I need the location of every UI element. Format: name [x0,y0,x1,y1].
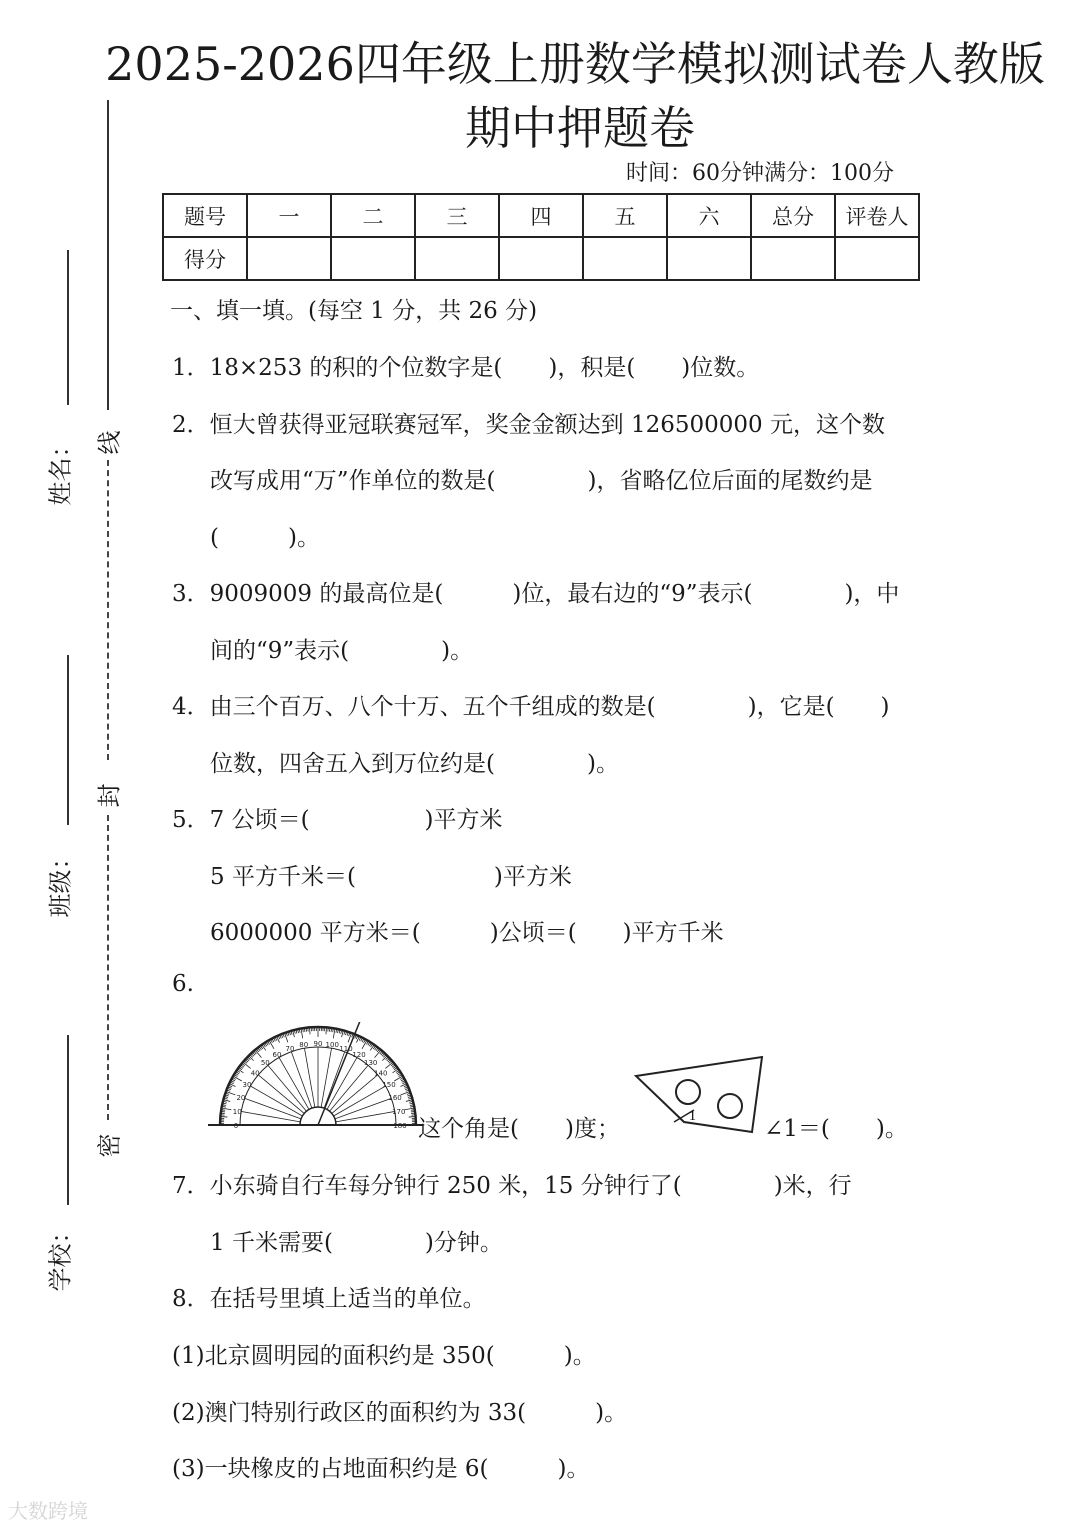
score-input-cell[interactable] [583,237,667,280]
protractor-radial-line [245,1098,301,1119]
set-square-hole [718,1094,742,1118]
page-subtitle: 期中押题卷 [465,101,695,155]
score-table-cell: 三 [415,194,499,237]
protractor-tick-label: 130 [364,1059,378,1068]
binding-secret-char: 密 [95,1133,124,1158]
score-input-cell[interactable] [667,237,751,280]
protractor-tick-label: 140 [374,1069,388,1078]
binding-seal-char: 封 [95,783,124,808]
protractor-tick [262,1045,266,1051]
question-6-number: 6. [172,971,194,997]
page-title: 2025-2026四年级上册数学模拟测试卷人教版 [105,37,1045,91]
set-square-hole [676,1080,700,1104]
school-underline [67,1035,69,1205]
question-8: 8．在括号里填上适当的单位。 [172,1286,486,1312]
protractor-tick [304,1028,305,1032]
score-input-cell[interactable] [499,237,583,280]
protractor-tick-label: 100 [325,1041,339,1050]
score-table-cell: 题号 [163,194,247,237]
question-5-line3: 6000000 平方米＝( )公顷＝( )平方千米 [210,920,724,946]
protractor-radial-line [321,1048,331,1107]
set-square-figure [634,1054,764,1134]
binding-line [107,100,109,410]
protractor-tick-label: 40 [250,1069,260,1078]
protractor-tick-label: 20 [236,1093,246,1102]
question-2-line2: 改写成用“万”作单位的数是( )，省略亿位后面的尾数约是 [210,468,873,494]
question-6-angle-text: 这个角是( )度； [418,1116,620,1142]
protractor-tick [226,1091,235,1094]
protractor-tick-label: 110 [339,1044,353,1053]
score-table [162,193,920,281]
question-4-line2: 位数，四舍五入到万位约是( )。 [210,751,619,777]
protractor-tick [221,1108,231,1110]
class-label: 班级： [46,845,75,918]
protractor-radial-line [304,1048,314,1107]
question-5-line1: 5．7 公顷＝( )平方米 [172,807,503,833]
protractor-tick [401,1091,410,1094]
watermark: 大数跨境 [8,1499,88,1523]
question-3-line1: 3．9009009 的最高位是( )位，最右边的“9”表示( )，中 [172,581,900,607]
score-row-label: 得分 [163,237,247,280]
class-underline [67,655,69,825]
protractor-radial-line [336,1111,395,1121]
question-3-line2: 间的“9”表示( )。 [210,638,474,664]
protractor-radial-line [324,1052,345,1108]
protractor-tick [411,1111,415,1112]
question-1: 1．18×253 的积的个位数字是( )，积是( )位数。 [172,355,760,381]
score-table-cell: 六 [667,194,751,237]
protractor-radial-line [291,1052,312,1108]
score-input-cell[interactable] [835,237,919,280]
protractor-tick [333,1028,335,1038]
question-5-line2: 5 平方千米＝( )平方米 [210,864,572,890]
name-underline [67,250,69,405]
protractor-tick [405,1108,415,1110]
score-table-cell: 总分 [751,194,835,237]
protractor-tick-label: 160 [388,1093,402,1102]
score-table-cell: 二 [331,194,415,237]
question-8-2: (2)澳门特别行政区的面积约为 33( )。 [172,1400,628,1426]
score-input-cell[interactable] [247,237,331,280]
score-table-header-row [163,194,919,237]
protractor-tick-label: 170 [392,1107,406,1116]
school-label: 学校： [46,1219,75,1292]
protractor-tick [284,1033,287,1042]
score-input-cell[interactable] [751,237,835,280]
protractor-tick-label: 0 [233,1122,239,1130]
protractor-tick-label: 120 [352,1050,366,1059]
protractor-tick-label: 180 [393,1122,407,1130]
protractor-tick [382,1056,387,1061]
question-6-angle1-text: ∠1＝( )。 [764,1116,908,1142]
protractor-tick-label: 90 [313,1040,323,1048]
protractor-tick-label: 70 [285,1044,295,1053]
name-label: 姓名： [46,433,75,506]
score-table-score-row [163,237,919,280]
question-7-line2: 1 千米需要( )分钟。 [210,1230,503,1256]
question-4-line1: 4．由三个百万、八个十万、五个千组成的数是( )，它是( ) [172,694,890,720]
angle-1-mark: 1 [689,1109,696,1124]
protractor-tick [221,1111,225,1112]
protractor-tick [331,1028,332,1032]
protractor-tick [249,1056,254,1061]
protractor-angle-ray [318,1022,366,1125]
binding-line-char: 线 [95,430,124,455]
score-table-cell: 一 [247,194,331,237]
exam-meta: 时间：60分钟满分：100分 [626,161,894,186]
protractor-tick-label: 60 [272,1050,282,1059]
binding-dashed-line [107,815,109,1120]
question-8-1: (1)北京圆明园的面积约是 350( )。 [172,1343,596,1369]
protractor-tick-label: 150 [382,1081,396,1089]
protractor-tick-label: 30 [242,1081,252,1089]
protractor-tick [393,1069,399,1073]
question-7-line1: 7．小东骑自行车每分钟行 250 米，15 分钟行了( )米，行 [172,1173,852,1199]
question-8-3: (3)一块橡皮的占地面积约是 6( )。 [172,1456,590,1482]
question-2-line3: ( )。 [210,525,320,551]
protractor-tick [348,1033,351,1042]
protractor-tick [301,1028,303,1038]
protractor-body [208,1022,423,1130]
protractor-radial-line [335,1098,391,1119]
question-2-line1: 2．恒大曾获得亚冠联赛冠军，奖金金额达到 126500000 元，这个数 [172,412,885,438]
protractor-tick [238,1069,244,1073]
protractor-tick-label: 50 [260,1059,270,1068]
protractor-tick-label: 10 [232,1107,242,1116]
protractor-figure [208,1022,423,1137]
section-heading: 一、填一填。(每空 1 分，共 26 分) [170,298,538,324]
score-table-cell: 四 [499,194,583,237]
score-table-cell: 五 [583,194,667,237]
protractor-radial-line [241,1111,300,1121]
protractor-tick-label: 80 [299,1041,309,1050]
protractor-tick [370,1045,374,1051]
score-table-cell: 评卷人 [835,194,919,237]
score-input-cell[interactable] [331,237,415,280]
score-input-cell[interactable] [415,237,499,280]
binding-dashed-line [107,460,109,760]
